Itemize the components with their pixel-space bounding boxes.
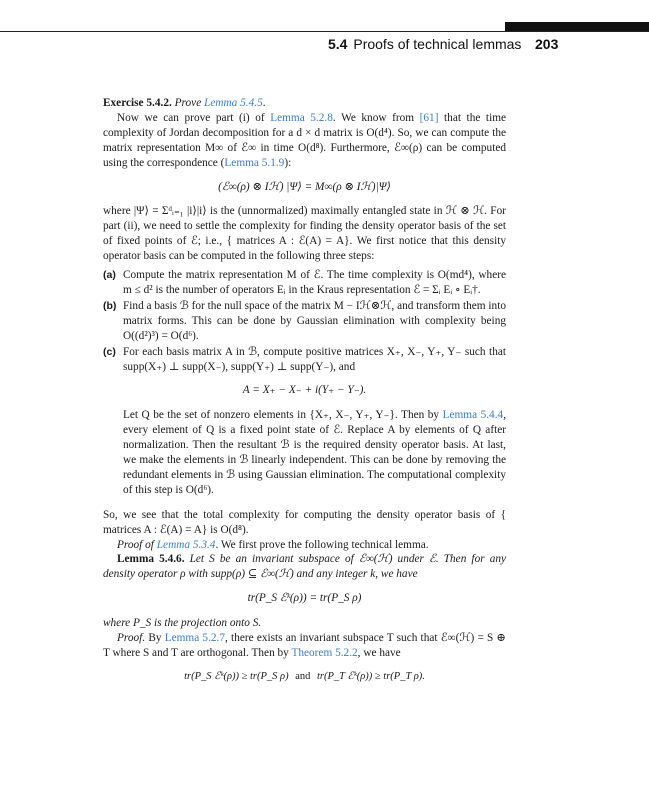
proof-intro xyxy=(103,538,506,553)
exercise-prove: Prove xyxy=(174,97,202,109)
lemma-link[interactable]: Lemma 5.1.9 xyxy=(224,156,285,169)
text-run: tr(P_S ℰᵏ(ρ)) ≥ tr(P_S ρ) xyxy=(184,670,289,682)
equation-2: A = X₊ − X₋ + i(Y₊ − Y₋). xyxy=(242,384,367,397)
lemma-link[interactable]: Lemma 5.3.4 xyxy=(156,538,216,551)
lemma-statement xyxy=(103,552,506,582)
exercise-label: Exercise 5.4.2. xyxy=(103,97,172,109)
proof-equation xyxy=(103,670,506,685)
list-item xyxy=(103,299,506,344)
step-label: (c) xyxy=(103,345,116,358)
steps-list xyxy=(103,268,506,374)
lemma-link[interactable]: Lemma 5.4.4 xyxy=(442,409,504,422)
exercise-paragraph-4: So, we see that the total complexity for computing the density operator basis of { matrices A : ℰ(A) = A} is O(d⁸). xyxy=(103,508,506,536)
text-run: , there exists an invariant subspace T such that ℰ∞(ℋ) = S ⊕ T where S and T are orthogonal. Then by xyxy=(103,632,506,659)
step-text: For each basis matrix A in ℬ, compute positive matrices X₊, X₋, Y₊, Y₋ such that supp(X₊) ⊥ supp(X₋), supp(Y₊) ⊥ supp(Y₋), and xyxy=(123,345,506,373)
step-label: (b) xyxy=(103,299,117,312)
step-text: Find a basis ℬ for the null space of the matrix M − Iℋ⊗ℋ, and transform them into matrix forms. This can be done by Gaussian elimination with complexity being O((d²)³) = O(d⁶). xyxy=(123,299,506,342)
proof-label: Proof of xyxy=(117,538,154,551)
page-body xyxy=(103,96,506,695)
text-run: . We first prove the following technical lemma. xyxy=(215,538,429,551)
step-label: (a) xyxy=(103,269,116,282)
text-run: Now we can prove part (i) of xyxy=(117,111,265,124)
page-number: 203 xyxy=(535,36,559,52)
text-run: , we have xyxy=(357,647,401,659)
equation-1: (ℰ∞(ρ) ⊗ Iℋ) |Ψ⟩ = M∞(ρ ⊗ Iℋ)|Ψ⟩ xyxy=(218,180,391,193)
exercise-lemma-link[interactable]: Lemma 5.4.5 xyxy=(204,97,263,109)
header-rule xyxy=(0,31,649,32)
step-text: Compute the matrix representation M of ℰ. The time complexity is O(md⁴), where m ≤ d² is the number of operators Eᵢ in the Kraus representation ℰ = Σᵢ Eᵢ ∘ Eᵢ†. xyxy=(123,269,506,296)
lemma-label: Lemma 5.4.6. xyxy=(117,553,185,566)
citation-link[interactable]: [61] xyxy=(419,111,439,124)
exercise-heading: Exercise 5.4.2. Prove Lemma 5.4.5. xyxy=(103,97,266,109)
text-run: and xyxy=(295,670,311,682)
exercise-paragraph-2: where |Ψ⟩ = Σᵈᵢ₌₁ |i⟩|i⟩ is the (unnormalized) maximally entangled state in ℋ ⊗ ℋ. For part (ii), we need to settle the complexity for finding the density operator basis of the set of fixed points of ℰ; i.e., { matrices A : ℰ(A) = A}. We first notice that this density operator basis can be computed in the following three steps: xyxy=(103,205,506,263)
text-run: ): xyxy=(284,156,292,169)
running-header xyxy=(328,36,521,52)
exercise-paragraph-1 xyxy=(103,111,506,171)
lemma-link[interactable]: Lemma 5.2.8 xyxy=(270,111,333,124)
text-run: that the time complexity of Jordan decomposition for a d × d matrix is O(d⁴). So, we can compute the matrix representation M∞ of ℰ∞ in time O(d⁸). Furthermore, ℰ∞(ρ) can be computed using the correspondence ( xyxy=(103,111,507,169)
text-run: tr(P_T ℰᵏ(ρ)) ≥ tr(P_T ρ). xyxy=(316,670,425,682)
proof-paragraph xyxy=(103,631,506,661)
lemma-after: where P_S is the projection onto S. xyxy=(103,617,262,630)
list-item xyxy=(103,268,506,298)
text-run: Let Q be the set of nonzero elements in {X₊, X₋, Y₊, Y₋}. Then by xyxy=(123,409,440,422)
section-number: 5.4 xyxy=(328,36,348,52)
lemma-equation: tr(P_S ℰᵏ(ρ)) = tr(P_S ρ) xyxy=(247,592,362,605)
theorem-link[interactable]: Theorem 5.2.2 xyxy=(291,647,358,659)
lemma-text: Let S be an invariant subspace of ℰ∞(ℋ) under ℰ. Then for any density operator ρ with supp(ρ) ⊆ ℰ∞(ℋ) and any integer k, we have xyxy=(103,553,507,581)
step-c-continuation xyxy=(103,408,506,497)
lemma-link[interactable]: Lemma 5.2.7 xyxy=(164,632,226,645)
list-item xyxy=(103,345,506,375)
proof-label: Proof. xyxy=(117,632,146,645)
text-run: , every element of Q is a fixed point state of ℰ. Replace A by elements of Q after normalization. Then the resultant ℬ is the required density operator basis. At last, we make the elements in ℬ linearly independent. This can be done by removing the redundant elements in ℬ using Gaussian elimination. The computational complexity of this step is O(d⁶). xyxy=(123,409,507,496)
section-title: Proofs of technical lemmas xyxy=(353,36,522,52)
text-run: By xyxy=(148,632,162,645)
text-run: . We know from xyxy=(332,111,415,124)
